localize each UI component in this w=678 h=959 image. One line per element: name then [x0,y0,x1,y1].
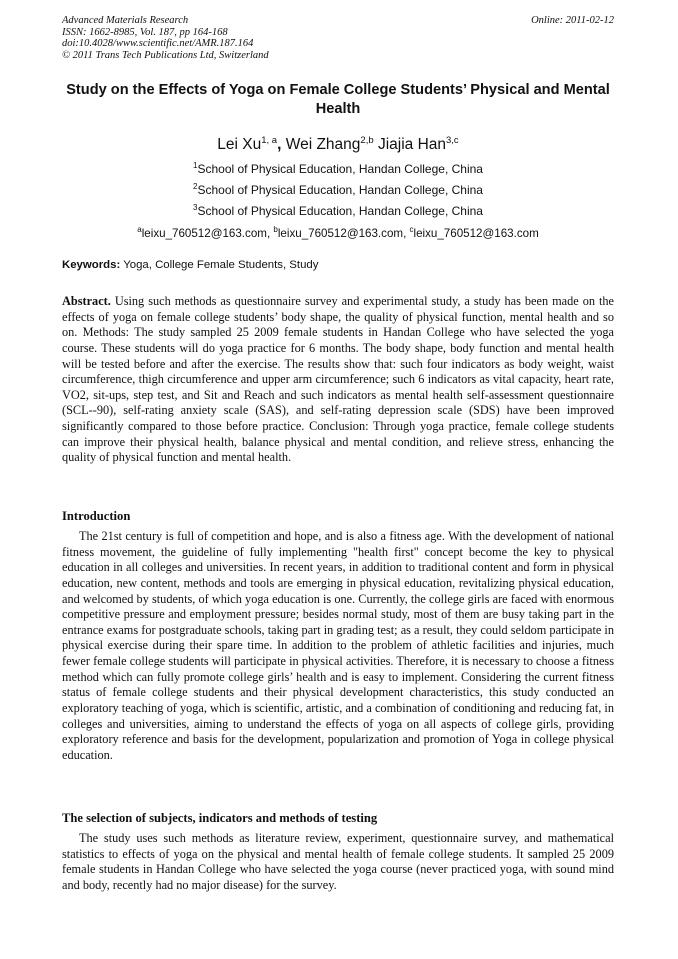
abstract-label: Abstract. [62,294,111,308]
abstract-paragraph [62,294,614,466]
affiliation-number: 3 [193,203,198,212]
affiliation-number: 1 [193,161,198,170]
copyright-line: © 2011 Trans Tech Publications Ltd, Switzerland [62,49,269,61]
email-separator: , [403,227,410,240]
selection-paragraph: The study uses such methods as literature review, experiment, questionnaire survey, and mathematical statistics to effects of yoga on the physical and mental health of female college students. It sampled 25 2009 female students in Handan College who have selected the yoga course (never practiced yoga, with sound mind and body, recently had no major disease) for the survey. [62,831,614,892]
abstract-text: Using such methods as questionnaire survey and experimental study, a study has been made on the effects of yoga on female college students’ body shape, the quality of physical function, mental health and so on. Methods: The study sampled 25 2009 female students in Handan College who have selected the yoga course. These students will do yoga practice for 6 months. The body shape, body function and mental health will be tested before and after the exercise. The results show that: such four indicators as body weight, waist circumference, thigh circumference and upper arm circumference; such 6 indicators as vital capacity, heart rate, VO2, sit-ups, step test, and Sit and Reach and such indicators as mental health self-assessment questionnaire (SCL--90), self-rating anxiety scale (SAS), and self-rating depression scale (SDS) have been improved significantly compared to those before practice. Conclusion: Through yoga practice, female college students can improve their physical health, balance physical and mental condition, and relieve stress, enhancing the quality of physical function and mental health. [62,294,614,465]
email-address: leixu_760512@163.com [277,227,404,240]
affiliation-text: School of Physical Education, Handan College, China [197,183,483,197]
keywords-text: Yoga, College Female Students, Study [120,259,319,271]
author-list [62,131,614,155]
introduction-heading: Introduction [62,509,131,523]
affiliation-1 [62,158,614,177]
introduction-paragraph: The 21st century is full of competition and hope, and is also a fitness age. With the development of national fitness movement, the guideline of fully implementing "health first" concept become the key to physical education in all colleges and universities. In recent years, in addition to traditional content and form in physical education, new content, methods and tools are emerging in physical education, revitalizing physical education, and welcomed by students, of which yoga education is one. Currently, the college girls are faced with enormous competitive pressure and employment pressure; besides normal study, most of them are busy taking part in the entrance exams for postgraduate schools, taking part in grading test; as a result, they could seldom participate in physical exercise during their spare time. In addition to the problem of athletic facilities and injuries, much fewer female college students will participate in physical activities. Therefore, it is necessary to choose a fitness method which can fully promote college girls’ health and is easy to implement. Considering the current fitness status of female college students and their physical development characteristics, this study conducted an exploratory teaching of yoga, which is scientific, artistic, and a combination of conditioning and reducing fat, in colleges and universities, aiming to understand the effects of yoga on all aspects of college girls, providing exploratory reference and basis for the development, popularization and promotion of Yoga in college physical education. [62,529,614,762]
affiliation-number: 2 [193,182,198,191]
author-name: Jiajia Han [377,136,446,153]
doi-line: doi:10.4028/www.scientific.net/AMR.187.164 [62,38,254,49]
affiliation-2 [62,179,614,198]
issn-line: ISSN: 1662-8985, Vol. 187, pp 164-168 [62,26,228,38]
author-name: Lei Xu [217,136,262,153]
author-superscript: 2,b [360,135,374,146]
affiliation-text: School of Physical Education, Handan College, China [197,162,483,176]
email-superscript: b [273,225,278,234]
author-superscript: 1, a [261,135,278,146]
email-address: leixu_760512@163.com [413,227,539,240]
email-superscript: a [137,225,142,234]
online-date: Online: 2011-02-12 [531,15,614,26]
journal-name: Advanced Materials Research [62,15,189,26]
author-separator: , [277,136,286,153]
keywords-label: Keywords: [62,259,121,271]
affiliation-3 [62,200,614,219]
keywords-line [62,258,614,273]
paper-title: Study on the Effects of Yoga on Female College Students’ Physical and Mental Health [66,82,610,117]
email-superscript: c [409,225,414,234]
author-superscript: 3,c [446,135,459,146]
author-emails [62,222,614,241]
email-address: leixu_760512@163.com [141,227,267,240]
selection-heading: The selection of subjects, indicators and methods of testing [62,811,378,825]
publication-header [62,15,614,61]
author-name: Wei Zhang [285,136,361,153]
affiliation-text: School of Physical Education, Handan College, China [197,204,483,218]
email-separator: , [266,227,274,240]
